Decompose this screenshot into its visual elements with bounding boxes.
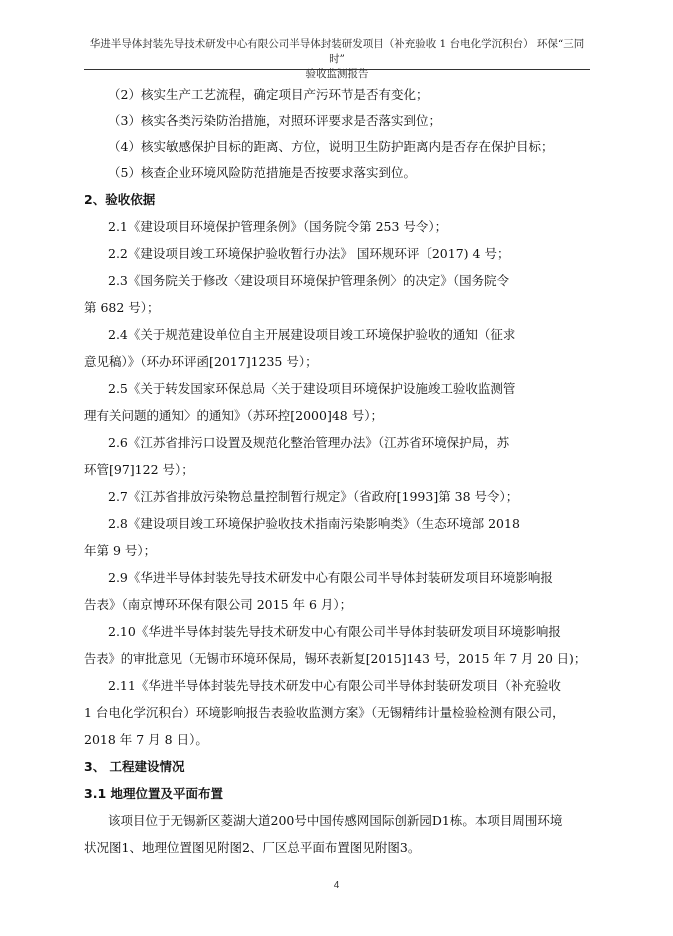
reference-2-9-line2: 告表》（南京博环环保有限公司 2015 年 6 月）；	[84, 597, 353, 612]
location-paragraph-line1: 该项目位于无锡新区菱湖大道200号中国传感网国际创新园D1栋。本项目周围环境	[108, 813, 563, 828]
reference-2-8-line1: 2.8《建设项目竣工环境保护验收技术指南污染影响类》（生态环境部 2018	[108, 516, 520, 531]
section-heading-3: 3、 工程建设情况	[84, 759, 185, 774]
reference-2-7: 2.7《江苏省排放污染物总量控制暂行规定》（省政府[1993]第 38 号令）；	[108, 489, 519, 504]
reference-2-11-line1: 2.11《华进半导体封装先导技术研发中心有限公司半导体封装研发项目（补充验收	[108, 678, 561, 693]
reference-2-11-line3: 2018 年 7 月 8 日）。	[84, 732, 208, 747]
reference-2-11-line2: 1 台电化学沉积台）环境影响报告表验收监测方案》（无锡精纬计量检验检测有限公司，	[84, 705, 565, 720]
check-item-4: （4）核实敏感保护目标的距离、方位，说明卫生防护距离内是否存在保护目标；	[108, 139, 554, 154]
reference-2-2: 2.2《建设项目竣工环境保护验收暂行办法》 国环规环评〔2017) 4 号；	[108, 246, 510, 261]
reference-2-3-line1: 2.3《国务院关于修改〈建设项目环境保护管理条例〉的决定》（国务院令	[108, 273, 510, 288]
reference-2-10-line1: 2.10《华进半导体封装先导技术研发中心有限公司半导体封装研发项目环境影响报	[108, 624, 561, 639]
reference-2-1: 2.1《建设项目环境保护管理条例》（国务院令第 253 号令）；	[108, 219, 448, 234]
reference-2-4-line2: 意见稿）》（环办环评函[2017]1235 号）；	[84, 354, 318, 369]
check-item-5: （5）核查企业环境风险防范措施是否按要求落实到位。	[108, 165, 416, 180]
subsection-heading-3-1: 3.1 地理位置及平面布置	[84, 786, 223, 801]
reference-2-9-line1: 2.9《华进半导体封装先导技术研发中心有限公司半导体封装研发项目环境影响报	[108, 570, 553, 585]
location-paragraph-line2: 状况图1、地理位置图见附图2、厂区总平面布置图见附图3。	[84, 840, 421, 855]
reference-2-10-line2: 告表》的审批意见（无锡市环境环保局，锡环表新复[2015]143 号，2015 年 7 月 20 日)；	[84, 652, 587, 666]
reference-2-5-line1: 2.5《关于转发国家环保总局〈关于建设项目环境保护设施竣工验收监测管	[108, 381, 516, 396]
reference-2-4-line1: 2.4《关于规范建设单位自主开展建设项目竣工环境保护验收的通知（征求	[108, 327, 516, 342]
page-header	[84, 37, 590, 82]
reference-2-5-line2: 理有关问题的通知〉的通知》（苏环控[2000]48 号）；	[84, 408, 383, 423]
header-divider	[84, 69, 590, 70]
reference-2-3-line2: 第 682 号）；	[84, 300, 160, 315]
check-item-3: （3）核实各类污染防治措施，对照环评要求是否落实到位；	[108, 113, 441, 128]
header-title-line1: 华进半导体封装先导技术研发中心有限公司半导体封装研发项目（补充验收 1 台电化学沉积台） 环保“三同时”	[89, 38, 585, 65]
reference-2-6-line1: 2.6《江苏省排污口设置及规范化整治管理办法》（江苏省环境保护局，苏	[108, 435, 510, 450]
check-item-2: （2）核实生产工艺流程，确定项目产污环节是否有变化；	[108, 87, 429, 102]
reference-2-6-line2: 环管[97]122 号）；	[84, 462, 194, 477]
reference-2-8-line2: 年第 9 号）；	[84, 543, 157, 558]
header-title-line2: 验收监测报告	[305, 68, 369, 80]
page-number: 4	[333, 880, 340, 891]
section-heading-2: 2、验收依据	[84, 192, 156, 207]
